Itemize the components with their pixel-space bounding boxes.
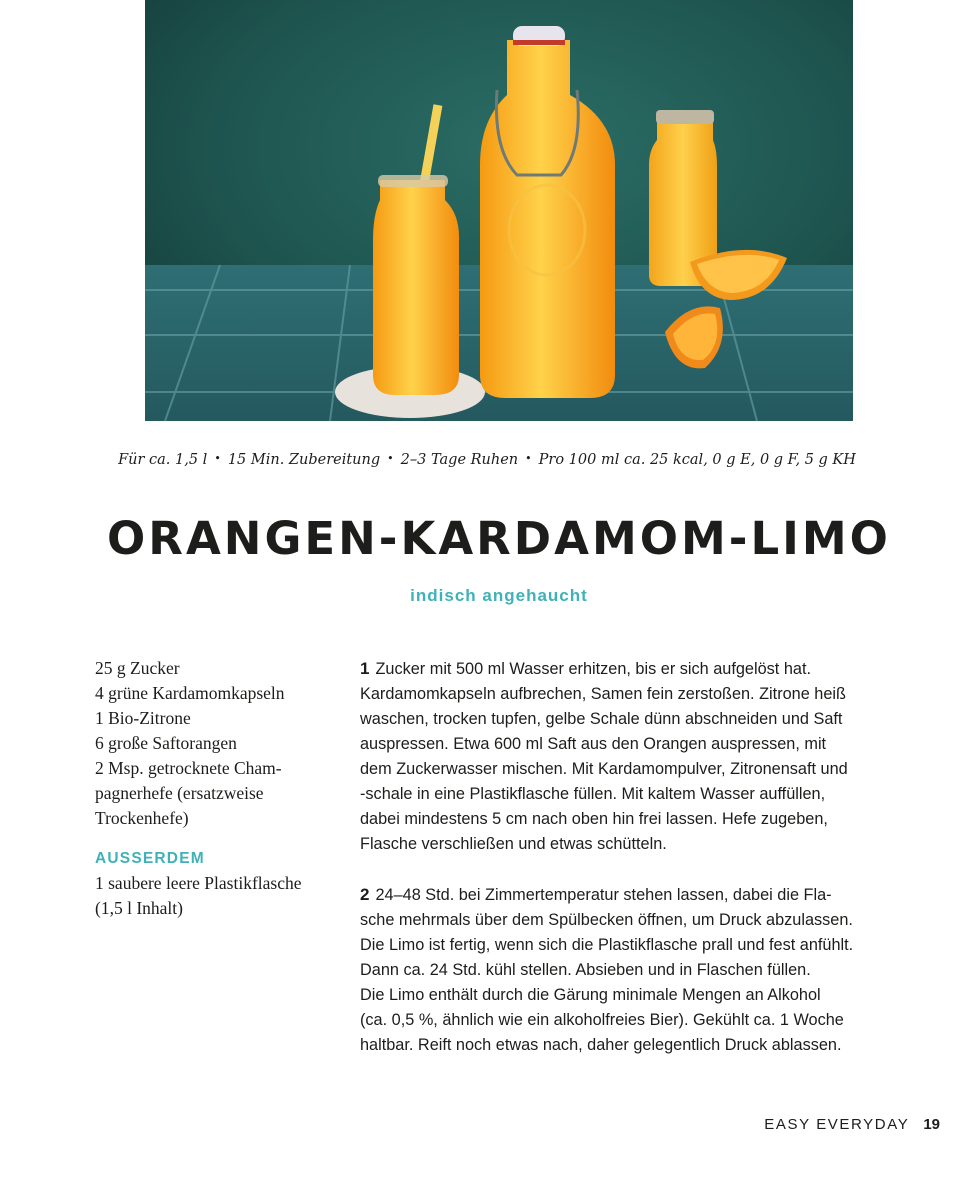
step-line: haltbar. Reift noch etwas nach, daher gelegentlich Druck ablassen. (360, 1036, 842, 1054)
step-text: Zucker mit 500 ml Wasser erhitzen, bis er sich aufgelöst hat. (375, 660, 812, 678)
bullet-separator: • (387, 452, 394, 465)
bullet-separator: • (525, 452, 532, 465)
step-1 (360, 656, 905, 857)
ingredient-item: 1 Bio-Zitrone (95, 708, 191, 728)
extra-line: 1 saubere leere Plastikflasche (95, 873, 302, 893)
ingredient-line: 2 Msp. getrocknete Cham- (95, 758, 282, 778)
orange-lemonade-photo (145, 0, 853, 421)
footer-section: EASY EVERYDAY (764, 1116, 910, 1133)
extra-item (95, 871, 345, 921)
bullet-separator: • (214, 452, 221, 465)
step-line: Kardamomkapseln aufbrechen, Samen fein zerstoßen. Zitrone heiß (360, 685, 846, 703)
step-line: auspressen. Etwa 600 ml Saft aus den Orangen auspressen, mit (360, 735, 827, 753)
step-line: sche mehrmals über dem Spülbecken öffnen, um Druck abzulassen. (360, 911, 853, 929)
instruction-steps (360, 656, 905, 1083)
meta-yield: Für ca. 1,5 l (118, 452, 208, 468)
meta-nutrition: Pro 100 ml ca. 25 kcal, 0 g E, 0 g F, 5 g KH (538, 452, 856, 468)
step-line: Flasche verschließen und etwas schütteln. (360, 835, 667, 853)
recipe-subtitle: indisch angehaucht (410, 586, 588, 605)
step-line: Dann ca. 24 Std. kühl stellen. Absieben und in Flaschen füllen. (360, 961, 811, 979)
page-footer (764, 1116, 940, 1133)
step-line: dabei mindestens 5 cm nach oben hin frei lassen. Hefe zugeben, (360, 810, 828, 828)
step-line: (ca. 0,5 %, ähnlich wie ein alkoholfreies Bier). Gekühlt ca. 1 Woche (360, 1011, 844, 1029)
ingredient-item: 6 große Saftorangen (95, 733, 237, 753)
ingredient-item (95, 756, 345, 831)
meta-rest-time: 2–3 Tage Ruhen (400, 452, 519, 468)
step-line: Die Limo enthält durch die Gärung minimale Mengen an Alkohol (360, 986, 821, 1004)
step-line: dem Zuckerwasser mischen. Mit Kardamompulver, Zitronensaft und (360, 760, 848, 778)
ingredient-item: 4 grüne Kardamomkapseln (95, 683, 285, 703)
step-line (360, 656, 905, 682)
meta-prep-time: 15 Min. Zubereitung (227, 452, 381, 468)
step-line: -schale in eine Plastikflasche füllen. Mit kaltem Wasser auffüllen, (360, 785, 826, 803)
ingredient-line: pagnerhefe (ersatzweise (95, 783, 264, 803)
ingredient-item: 25 g Zucker (95, 658, 180, 678)
extra-line: (1,5 l Inhalt) (95, 898, 183, 918)
step-line: waschen, trocken tupfen, gelbe Schale dünn abschneiden und Saft (360, 710, 843, 728)
step-2 (360, 882, 905, 1058)
recipe-photo (145, 0, 853, 421)
step-number: 2 (360, 885, 370, 904)
step-number: 1 (360, 659, 370, 678)
step-line (360, 882, 905, 908)
page-number: 19 (923, 1116, 940, 1133)
recipe-title: ORANGEN-KARDAMOM-LIMO (107, 512, 891, 565)
ingredient-line: Trockenhefe) (95, 808, 189, 828)
ingredient-list (95, 656, 345, 921)
step-line: Die Limo ist fertig, wenn sich die Plastikflasche prall und fest anfühlt. (360, 936, 854, 954)
extra-heading: AUSSERDEM (95, 850, 205, 867)
recipe-meta (0, 452, 974, 468)
step-text: 24–48 Std. bei Zimmertemperatur stehen lassen, dabei die Fla- (375, 886, 832, 904)
